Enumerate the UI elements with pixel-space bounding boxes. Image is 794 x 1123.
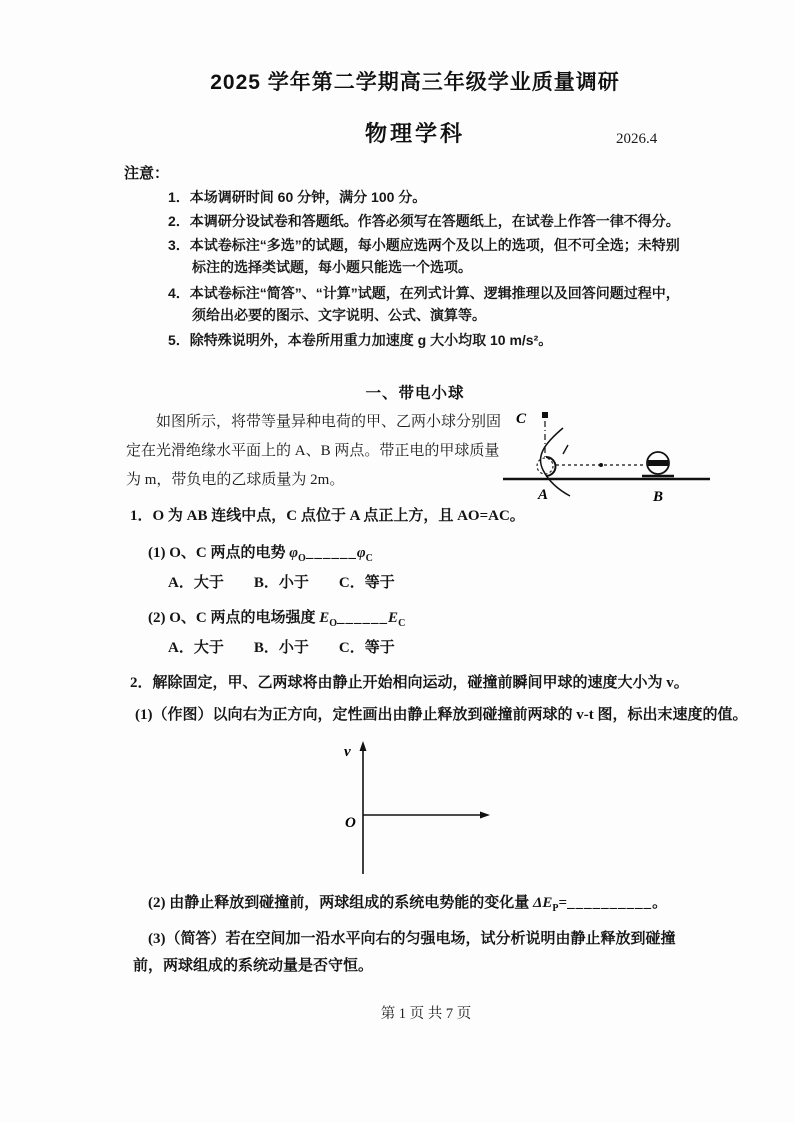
v-axis-label: v bbox=[344, 744, 351, 760]
notice-heading: 注意： bbox=[124, 165, 170, 182]
notice-item-1: 1．本场调研时间 60 分钟，满分 100 分。 bbox=[168, 189, 427, 205]
q2-part2-blank: __________ bbox=[567, 895, 653, 911]
ball-a-dashed-outline bbox=[537, 458, 553, 474]
question-1-stem: 1．O 为 AB 连线中点，C 点位于 A 点正上方，且 AO=AC。 bbox=[130, 508, 525, 524]
option-c: C．等于 bbox=[338, 575, 395, 591]
phi-c-symbol: φ bbox=[356, 545, 366, 561]
question-2-part-1: (1)（作图）以向右为正方向，定性画出由静止释放到碰撞前两球的 v-t 图，标出末速度的值。 bbox=[135, 707, 748, 723]
question-1-part-1-options bbox=[168, 571, 425, 592]
option-a: A．大于 bbox=[168, 575, 224, 591]
notice-item-3: 3．本试卷标注“多选”的试题，每小题应选两个及以上的选项，但不可全选；未特别标注的选择类试题，每小题只能选一个选项。 bbox=[168, 237, 680, 275]
option-a: A．大于 bbox=[168, 640, 224, 656]
t-axis-arrow bbox=[480, 812, 490, 819]
vt-graph-axes bbox=[325, 738, 500, 883]
e-c-symbol: E bbox=[388, 610, 399, 626]
midpoint-dot bbox=[599, 463, 603, 467]
ball-a-solid-outline bbox=[546, 457, 556, 476]
phi-o-subscript: O bbox=[298, 553, 306, 564]
point-c-marker bbox=[542, 412, 548, 418]
notice-item-5: 5．除特殊说明外，本卷所用重力加速度 g 大小均取 10 m/s²。 bbox=[168, 332, 553, 348]
question-1-part-2-options bbox=[168, 636, 425, 657]
figure-charged-balls bbox=[500, 400, 715, 510]
q1-part2-blank: ______ bbox=[337, 610, 389, 626]
e-o-symbol: E bbox=[319, 610, 330, 626]
delta-ep-symbol: ΔE bbox=[533, 895, 553, 911]
q2-part2-period: 。 bbox=[652, 895, 668, 911]
q2-part2-text: (2) 由静止释放到碰撞前，两球组成的系统电势能的变化量 bbox=[148, 895, 533, 911]
question-2-part-3: (3)（简答）若在空间加一沿水平向右的匀强电场，试分析说明由静止释放到碰撞前，两球组成的系统动量是否守恒。 bbox=[133, 931, 676, 974]
question-2-part-2 bbox=[148, 891, 667, 914]
phi-o-symbol: φ bbox=[289, 545, 299, 561]
section-title: 一、带电小球 bbox=[365, 385, 465, 402]
q1-part1-text: (1) O、C 两点的电势 bbox=[148, 545, 290, 561]
option-b: B．小于 bbox=[253, 640, 309, 656]
phi-c-subscript: C bbox=[365, 553, 373, 564]
equals-sign: = bbox=[558, 895, 568, 911]
ball-b-label: B bbox=[653, 489, 664, 505]
delta-ep-subscript: P bbox=[552, 903, 559, 914]
q1-part2-text: (2) O、C 两点的电场强度 bbox=[148, 610, 320, 626]
tick-mark bbox=[563, 445, 568, 454]
option-b: B．小于 bbox=[253, 575, 309, 591]
origin-label: O bbox=[345, 815, 356, 831]
e-c-subscript: C bbox=[398, 618, 406, 629]
page-footer: 第 1 页 共 7 页 bbox=[380, 1006, 472, 1022]
exam-title: 2025 学年第二学期高三年级学业质量调研 bbox=[210, 71, 620, 94]
option-c: C．等于 bbox=[338, 640, 395, 656]
exam-subject: 物理学科 bbox=[364, 121, 465, 146]
question-intro: 如图所示，将带等量异种电荷的甲、乙两小球分别固定在光滑绝缘水平面上的 A、B 两点。带正电的甲球质量为 m，带负电的乙球质量为 2m。 bbox=[126, 414, 502, 488]
e-o-subscript: O bbox=[329, 618, 338, 629]
ball-b-band bbox=[648, 460, 668, 466]
question-1-part-1 bbox=[148, 541, 373, 564]
v-axis-arrow bbox=[360, 741, 367, 751]
exam-date: 2026.4 bbox=[616, 131, 658, 147]
question-2-stem: 2．解除固定，甲、乙两球将由静止开始相向运动，碰撞前瞬间甲球的速度大小为 v。 bbox=[130, 675, 689, 691]
question-1-part-2 bbox=[148, 606, 405, 629]
q1-part1-blank: ______ bbox=[305, 545, 357, 561]
notice-item-4: 4．本试卷标注“简答”、“计算”试题，在列式计算、逻辑推理以及回答问题过程中，须给出必要的图示、文字说明、公式、演算等。 bbox=[168, 285, 680, 323]
ball-a-label: A bbox=[538, 487, 549, 503]
point-c-label: C bbox=[516, 411, 527, 427]
notice-item-2: 2．本调研分设试卷和答题纸。作答必须写在答题纸上，在试卷上作答一律不得分。 bbox=[168, 213, 680, 229]
